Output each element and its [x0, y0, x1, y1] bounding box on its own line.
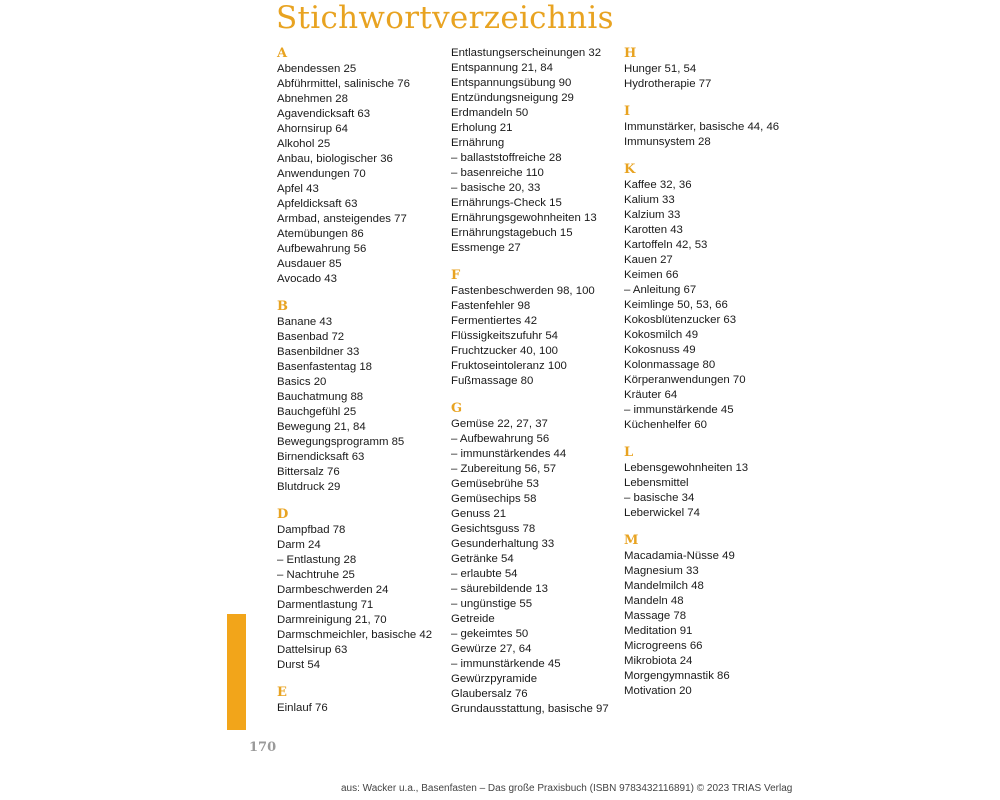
index-entry: Basenfastentag 18 — [277, 361, 372, 373]
index-entry: Bewegung 21, 84 — [277, 421, 366, 433]
page-number: 170 — [249, 740, 277, 755]
index-entry: Glaubersalz 76 — [451, 688, 528, 700]
index-entry: Immunsystem 28 — [624, 136, 711, 148]
index-entry: Hydrotherapie 77 — [624, 78, 712, 90]
index-entry: Apfeldicksaft 63 — [277, 198, 358, 210]
index-entry: Karotten 43 — [624, 224, 683, 236]
index-section — [451, 268, 626, 389]
index-entry: Motivation 20 — [624, 685, 692, 697]
index-entry: Kokosnuss 49 — [624, 344, 696, 356]
index-entry: Macadamia-Nüsse 49 — [624, 550, 735, 562]
index-entry: – säurebildende 13 — [451, 583, 548, 595]
index-entry: Essmenge 27 — [451, 242, 521, 254]
index-entry: Bewegungsprogramm 85 — [277, 436, 405, 448]
index-section — [277, 685, 452, 716]
index-entry: Ausdauer 85 — [277, 258, 342, 270]
index-entry: Darmentlastung 71 — [277, 599, 374, 611]
index-section — [277, 507, 452, 673]
index-column-3 — [624, 46, 799, 711]
index-entry: Agavendicksaft 63 — [277, 108, 371, 120]
index-entry: – Entlastung 28 — [277, 554, 357, 566]
index-entry: Darmbeschwerden 24 — [277, 584, 389, 596]
index-entry: Keimlinge 50, 53, 66 — [624, 299, 728, 311]
index-entry: Fruktoseintoleranz 100 — [451, 360, 567, 372]
section-letter: E — [277, 685, 287, 700]
index-entry: Bittersalz 76 — [277, 466, 340, 478]
index-entry: Birnendicksaft 63 — [277, 451, 365, 463]
index-entry: Basenbad 72 — [277, 331, 345, 343]
index-entry: – Anleitung 67 — [624, 284, 697, 296]
index-entry: – basische 34 — [624, 492, 695, 504]
index-entry: – ungünstige 55 — [451, 598, 533, 610]
index-entry: Abnehmen 28 — [277, 93, 348, 105]
index-section — [451, 46, 626, 256]
index-entry: Ernährung — [451, 137, 505, 149]
section-letter: A — [277, 46, 288, 61]
index-entry: Dattelsirup 63 — [277, 644, 348, 656]
index-entry: Armbad, ansteigendes 77 — [277, 213, 407, 225]
index-section — [624, 162, 799, 433]
index-entry: Kräuter 64 — [624, 389, 678, 401]
index-section — [624, 104, 799, 150]
index-entry: – immunstärkende 45 — [624, 404, 734, 416]
chapter-tab — [227, 614, 246, 730]
index-entry: Ernährungsgewohnheiten 13 — [451, 212, 597, 224]
index-section — [624, 445, 799, 521]
index-entry: Kalium 33 — [624, 194, 675, 206]
index-entry: Morgengymnastik 86 — [624, 670, 730, 682]
index-entry: Anbau, biologischer 36 — [277, 153, 393, 165]
copyright-footer: aus: Wacker u.a., Basenfasten – Das große Praxisbuch (ISBN 9783432116891) © 2023 TRIAS Verlag — [341, 783, 793, 794]
index-entry: – erlaubte 54 — [451, 568, 518, 580]
page-title: Stichwortverzeichnis — [276, 0, 614, 36]
index-entry: Bauchatmung 88 — [277, 391, 364, 403]
index-entry: Fußmassage 80 — [451, 375, 534, 387]
index-entry: Grundausstattung, basische 97 — [451, 703, 609, 715]
index-entry: Darm 24 — [277, 539, 321, 551]
index-entry: – Zubereitung 56, 57 — [451, 463, 557, 475]
index-entry: Aufbewahrung 56 — [277, 243, 367, 255]
index-entry: Immunstärker, basische 44, 46 — [624, 121, 780, 133]
index-entry: Flüssigkeitszufuhr 54 — [451, 330, 558, 342]
index-entry: Kokosblütenzucker 63 — [624, 314, 737, 326]
index-entry: – basische 20, 33 — [451, 182, 541, 194]
index-entry: Erdmandeln 50 — [451, 107, 529, 119]
index-entry: Entspannungsübung 90 — [451, 77, 572, 89]
section-letter: L — [624, 445, 634, 460]
index-entry: Lebensmittel — [624, 477, 689, 489]
index-entry: Anwendungen 70 — [277, 168, 366, 180]
index-entry: Kartoffeln 42, 53 — [624, 239, 708, 251]
index-entry: Getränke 54 — [451, 553, 514, 565]
index-entry: Hunger 51, 54 — [624, 63, 697, 75]
index-entry: Durst 54 — [277, 659, 321, 671]
section-letter: K — [624, 162, 636, 177]
index-column-2 — [451, 46, 626, 729]
section-letter: D — [277, 507, 289, 522]
index-entry: Blutdruck 29 — [277, 481, 341, 493]
index-entry: Leberwickel 74 — [624, 507, 700, 519]
index-entry: Mandeln 48 — [624, 595, 684, 607]
index-entry: Kauen 27 — [624, 254, 673, 266]
index-entry: Atemübungen 86 — [277, 228, 364, 240]
index-entry: Fastenbeschwerden 98, 100 — [451, 285, 595, 297]
index-entry: Gemüse 22, 27, 37 — [451, 418, 548, 430]
index-entry: Ernährungs-Check 15 — [451, 197, 562, 209]
section-letter: I — [624, 104, 631, 119]
section-letter: B — [277, 299, 288, 314]
index-entry: – Nachtruhe 25 — [277, 569, 355, 581]
index-entry: Kokosmilch 49 — [624, 329, 699, 341]
index-entry: Keimen 66 — [624, 269, 679, 281]
index-entry: Einlauf 76 — [277, 702, 328, 714]
index-entry: Gewürzpyramide — [451, 673, 538, 685]
index-entry: Magnesium 33 — [624, 565, 699, 577]
index-entry: Ahornsirup 64 — [277, 123, 348, 135]
index-entry: Bauchgefühl 25 — [277, 406, 357, 418]
index-entry: Basenbildner 33 — [277, 346, 360, 358]
index-entry: Banane 43 — [277, 316, 333, 328]
index-section — [624, 46, 799, 92]
index-entry: Darmreinigung 21, 70 — [277, 614, 387, 626]
index-entry: Meditation 91 — [624, 625, 693, 637]
index-entry: Genuss 21 — [451, 508, 507, 520]
index-entry: – basenreiche 110 — [451, 167, 544, 179]
index-entry: Küchenhelfer 60 — [624, 419, 707, 431]
index-entry: Alkohol 25 — [277, 138, 331, 150]
index-entry: Avocado 43 — [277, 273, 337, 285]
index-entry: Gemüsechips 58 — [451, 493, 537, 505]
index-entry: Kalzium 33 — [624, 209, 681, 221]
index-entry: Microgreens 66 — [624, 640, 703, 652]
index-entry: Körperanwendungen 70 — [624, 374, 746, 386]
index-entry: Kaffee 32, 36 — [624, 179, 692, 191]
section-letter: F — [451, 268, 461, 283]
index-entry: Darmschmeichler, basische 42 — [277, 629, 433, 641]
index-entry: Dampfbad 78 — [277, 524, 346, 536]
section-letter: M — [624, 533, 639, 548]
index-entry: Lebensgewohnheiten 13 — [624, 462, 749, 474]
index-entry: Fermentiertes 42 — [451, 315, 538, 327]
index-entry: Abführmittel, salinische 76 — [277, 78, 410, 90]
index-entry: – immunstärkendes 44 — [451, 448, 567, 460]
index-entry: Gesichtsguss 78 — [451, 523, 536, 535]
index-entry: Entspannung 21, 84 — [451, 62, 553, 74]
index-entry: Mandelmilch 48 — [624, 580, 704, 592]
index-section — [277, 46, 452, 287]
index-entry: Getreide — [451, 613, 495, 625]
index-entry: Entlastungserscheinungen 32 — [451, 47, 602, 59]
index-entry: Abendessen 25 — [277, 63, 357, 75]
index-section — [624, 533, 799, 699]
index-entry: Erholung 21 — [451, 122, 513, 134]
index-entry: Ernährungstagebuch 15 — [451, 227, 573, 239]
index-entry: Fruchtzucker 40, 100 — [451, 345, 558, 357]
index-entry: Gesunderhaltung 33 — [451, 538, 555, 550]
index-entry: Mikrobiota 24 — [624, 655, 693, 667]
index-entry: – immunstärkende 45 — [451, 658, 561, 670]
index-entry: – Aufbewahrung 56 — [451, 433, 550, 445]
index-entry: Basics 20 — [277, 376, 327, 388]
index-entry: – ballaststoffreiche 28 — [451, 152, 562, 164]
section-letter: G — [451, 401, 463, 416]
index-entry: Fastenfehler 98 — [451, 300, 531, 312]
index-entry: Gewürze 27, 64 — [451, 643, 532, 655]
index-section — [277, 299, 452, 495]
index-entry: Massage 78 — [624, 610, 687, 622]
index-entry: – gekeimtes 50 — [451, 628, 529, 640]
index-entry: Apfel 43 — [277, 183, 319, 195]
index-column-1 — [277, 46, 452, 728]
index-section — [451, 401, 626, 717]
index-entry: Kolonmassage 80 — [624, 359, 716, 371]
index-entry: Gemüsebrühe 53 — [451, 478, 540, 490]
section-letter: H — [624, 46, 637, 61]
index-entry: Entzündungsneigung 29 — [451, 92, 574, 104]
